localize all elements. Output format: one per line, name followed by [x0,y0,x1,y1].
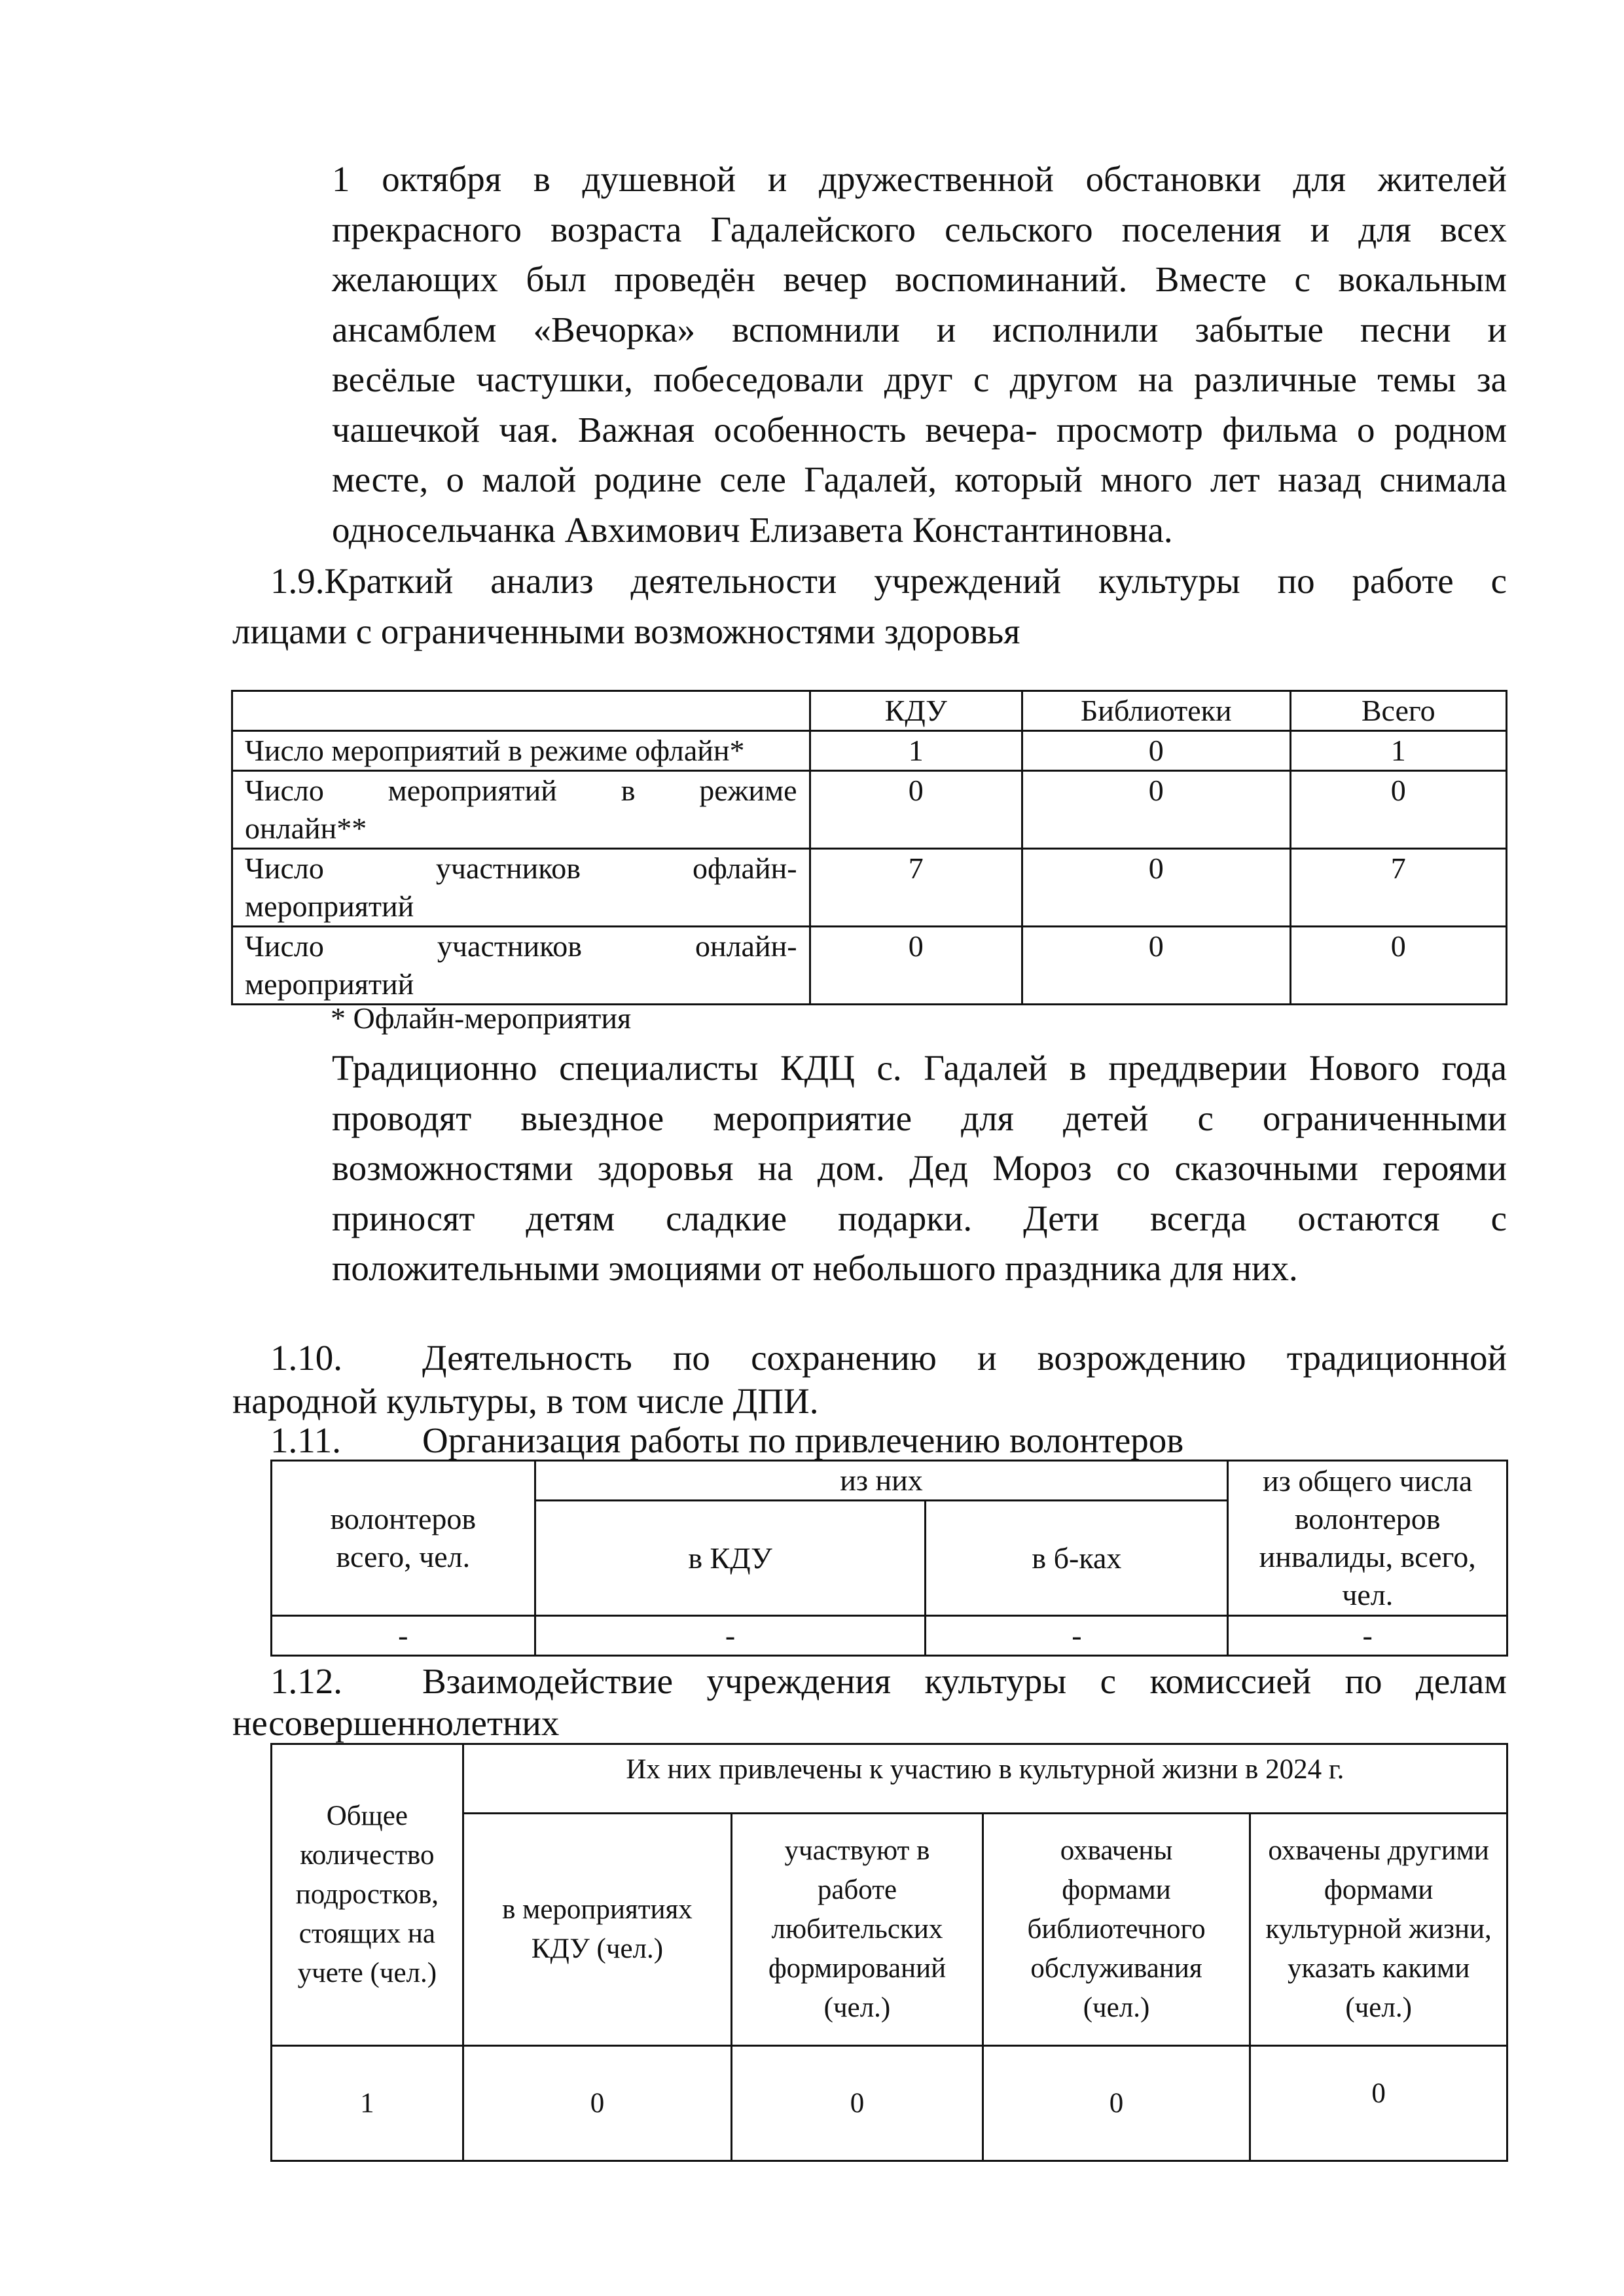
header-other-forms: охвачены другими формами культурной жизни, указать какими (чел.) [1250,1814,1507,2046]
cell-value: - [535,1616,926,1656]
row-label: Число мероприятий в режиме офлайн* [232,731,810,771]
intro-line: прекрасного возраста Гадалейского сельского поселения и для всех [332,209,1507,249]
table-row [232,771,1507,849]
intro-line: ансамблем «Вечорка» вспомнили и исполнили забытые песни и [332,309,1507,350]
table-ovz-header-empty [232,691,810,731]
ovz-paragraph [332,1043,1507,1294]
table-ovz-header-row [232,691,1507,731]
section-1-11-number: 1.11. [270,1420,341,1460]
header-involved-group: Их них привлечены к участию в культурной жизни в 2024 г. [463,1744,1507,1814]
intro-line: чашечкой чая. Важная особенность вечера- просмотр фильма о родном [332,409,1507,450]
cell-value: 0 [983,2046,1250,2161]
ovz-line: возможностями здоровья на дом. Дед Мороз со сказочными героями [332,1148,1507,1188]
cell-kdu: 1 [810,731,1022,771]
cell-value: 0 [1250,2046,1507,2161]
ovz-line: Традиционно специалисты КДЦ с. Гадалей в преддверии Нового года [332,1048,1507,1088]
table-row [272,2046,1507,2161]
cell-kdu: 0 [810,927,1022,1005]
cell-value: 1 [272,2046,463,2161]
section-1-10-line1: Деятельность по сохранению и возрождению традиционной [422,1338,1507,1378]
cell-total: 0 [1290,771,1507,849]
cell-kdu: 0 [810,771,1022,849]
cell-libraries: 0 [1022,927,1290,1005]
table-minors [270,1743,1508,2162]
header-in-kdu-events: в мероприятиях КДУ (чел.) [463,1814,731,2046]
table-row [232,731,1507,771]
intro-line: весёлые частушки, побеседовали друг с другом на различные темы за [332,359,1507,399]
section-1-12-line2: несовершеннолетних [232,1703,560,1743]
section-1-11-title: Организация работы по привлечению волонтеров [422,1420,1184,1460]
section-1-9-line2: лицами с ограниченными возможностями здоровья [232,611,1020,651]
header-amateur-groups: участвуют в работе любительских формирований (чел.) [732,1814,983,2046]
section-1-11-heading [270,1419,1183,1462]
table-ovz-header-libraries: Библиотеки [1022,691,1290,731]
section-1-12-line1: Взаимодействие учреждения культуры с комиссией по делам [422,1661,1507,1701]
cell-kdu: 7 [810,849,1022,927]
cell-libraries: 0 [1022,731,1290,771]
row-label: Число участников онлайн- мероприятий [232,927,810,1005]
section-1-9-heading [232,556,1507,656]
cell-value: - [272,1616,535,1656]
cell-value: 0 [732,2046,983,2161]
section-1-10-heading [232,1336,1507,1423]
table-row [232,849,1507,927]
table-volunteers [270,1460,1508,1657]
header-total-teens: Общее количество подростков, стоящих на учете (чел.) [272,1744,463,2046]
table-ovz-header-total: Всего [1290,691,1507,731]
ovz-line: приносят детям сладкие подарки. Дети всегда остаются с [332,1198,1507,1238]
section-1-10-number: 1.10. [270,1338,342,1378]
table-ovz [231,690,1507,1005]
cell-value: - [1228,1616,1507,1656]
header-in-libraries: в б-ках [926,1501,1228,1616]
cell-value: 0 [463,2046,731,2161]
ovz-line: проводят выездное мероприятие для детей с ограниченными [332,1098,1507,1138]
cell-libraries: 0 [1022,849,1290,927]
intro-line: желающих был проведён вечер воспоминаний. Вместе с вокальным [332,259,1507,299]
section-1-9-line1: 1.9.Краткий анализ деятельности учреждений культуры по работе с [270,561,1507,601]
table-row [272,1616,1507,1656]
table-ovz-footnote: * Офлайн-мероприятия [331,1001,632,1035]
intro-paragraph [332,154,1507,555]
table-row [232,927,1507,1005]
cell-total: 1 [1290,731,1507,771]
header-disabled-volunteers: из общего числа волонтеров инвалиды, всего, чел. [1228,1461,1507,1616]
cell-value: - [926,1616,1228,1656]
cell-libraries: 0 [1022,771,1290,849]
intro-line: 1 октября в душевной и дружественной обстановки для жителей [332,159,1507,199]
section-1-10-line2: народной культуры, в том числе ДПИ. [232,1381,819,1421]
section-1-12-heading [232,1660,1507,1744]
section-1-12-number: 1.12. [270,1661,342,1701]
header-in-kdu: в КДУ [535,1501,926,1616]
cell-total: 0 [1290,927,1507,1005]
cell-total: 7 [1290,849,1507,927]
header-volunteers-total: волонтеров всего, чел. [272,1461,535,1616]
header-of-them: из них [535,1461,1228,1501]
row-label: Число мероприятий в режиме онлайн** [232,771,810,849]
intro-line: месте, о малой родине селе Гадалей, который много лет назад снимала [332,459,1507,499]
intro-line: односельчанка Авхимович Елизавета Константиновна. [332,509,1173,550]
table-ovz-header-kdu: КДУ [810,691,1022,731]
row-label: Число участников офлайн- мероприятий [232,849,810,927]
header-library-services: охвачены формами библиотечного обслуживания (чел.) [983,1814,1250,2046]
ovz-line: положительными эмоциями от небольшого праздника для них. [332,1248,1298,1288]
